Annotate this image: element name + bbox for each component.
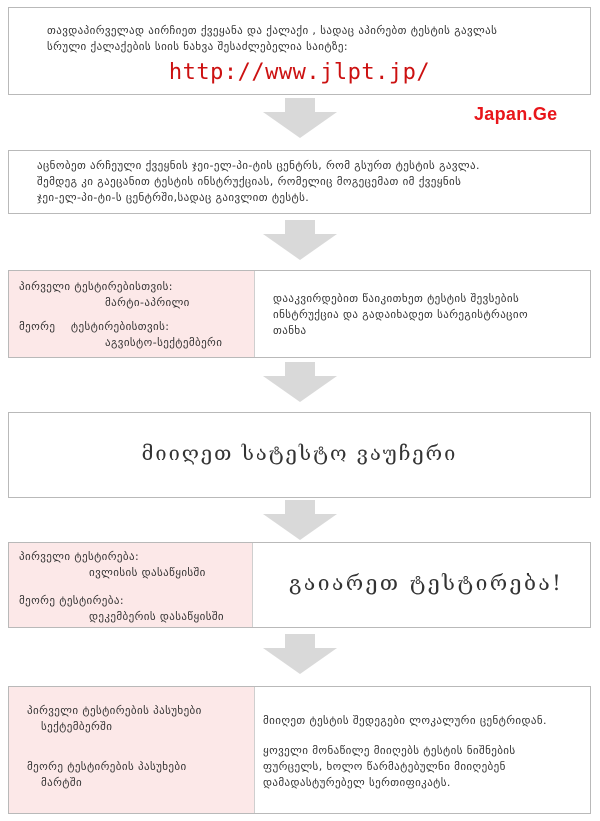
down-arrow-icon (263, 500, 337, 540)
brand-logo: Japan.Ge (474, 104, 558, 124)
jlpt-url-link[interactable]: http://www.jlpt.jp/ (168, 60, 431, 85)
results-line-2: ყოველი მონაწილე მიიღებს ტესტის ნიშნების (263, 744, 516, 757)
step-5-left-cell (9, 543, 252, 627)
first-results-label: პირველი ტესტირების პასუხები (27, 704, 202, 717)
second-exam-label: მეორე ტესტირება: (19, 594, 124, 607)
first-test-period: მარტი-აპრილი (105, 296, 190, 309)
step-1-box (8, 7, 591, 95)
voucher-heading: მიიღეთ სატესტო ვაუჩერი (141, 441, 458, 465)
first-exam-date: ივლისის დასაწყისში (89, 566, 206, 579)
step-3-right-line-3: თანხა (273, 324, 307, 337)
results-line-4: დამადასტურებელ სერთიფიკატს. (263, 776, 451, 789)
step-3-right-line-2: ინსტრუქცია და გადაიხადეთ სარეგისტრაციო (273, 308, 529, 321)
second-results-label: მეორე ტესტირების პასუხები (27, 760, 187, 773)
second-test-period: აგვისტო-სექტემბერი (105, 336, 223, 349)
step-3-right-cell (255, 271, 590, 357)
step-6-right-cell (255, 687, 590, 813)
step-1-line-1: თავდაპირველად აირჩიეთ ქვეყანა და ქალაქი , სადაც აპირებთ ტესტის გავლას (47, 24, 498, 37)
first-test-label: პირველი ტესტირებისთვის: (19, 280, 173, 293)
second-results-month: მარტში (41, 776, 83, 789)
second-exam-date: დეკემბერის დასაწყისში (89, 610, 225, 623)
step-3-left-cell (9, 271, 254, 357)
step-2-line-2: შემდეგ კი გაეცანით ტესტის ინსტრუქციას, რომელიც მოგეცემათ იმ ქვეყნის (37, 175, 462, 188)
step-6-box (8, 686, 591, 814)
down-arrow-icon (263, 634, 337, 674)
results-line-1: მიიღეთ ტესტის შედეგები ლოკალური ცენტრიდან. (263, 714, 547, 727)
step-1-line-2: სრული ქალაქების სიის ნახვა შესაძლებელია საიტზე: (47, 40, 348, 53)
first-exam-label: პირველი ტესტირება: (19, 550, 140, 563)
step-5-box (8, 542, 591, 628)
step-2-box (8, 150, 591, 214)
step-2-line-3: ჯეი-ელ-პი-ტი-ს ცენტრში,სადაც გაივლით ტესტს. (37, 191, 310, 204)
take-test-heading: გაიარეთ ტესტირება! (289, 571, 564, 595)
step-3-box (8, 270, 591, 358)
second-test-label: მეორე ტესტირებისთვის: (19, 320, 170, 333)
down-arrow-icon (263, 98, 337, 138)
step-5-right-cell (253, 543, 590, 627)
down-arrow-icon (263, 362, 337, 402)
down-arrow-icon (263, 220, 337, 260)
step-4-box (8, 412, 591, 498)
step-2-line-1: აცნობეთ არჩეული ქვეყნის ჯეი-ელ-პი-ტის ცენტრს, რომ გსურთ ტესტის გავლა. (37, 159, 480, 172)
first-results-month: სექტემბერში (41, 720, 113, 733)
step-3-right-line-1: დააკვირდებით წაიკითხეთ ტესტის შევსების (273, 292, 520, 305)
results-line-3: ფურცელს, ხოლო წარმატებულნი მიიღებენ (263, 760, 506, 773)
step-6-left-cell (9, 687, 254, 813)
